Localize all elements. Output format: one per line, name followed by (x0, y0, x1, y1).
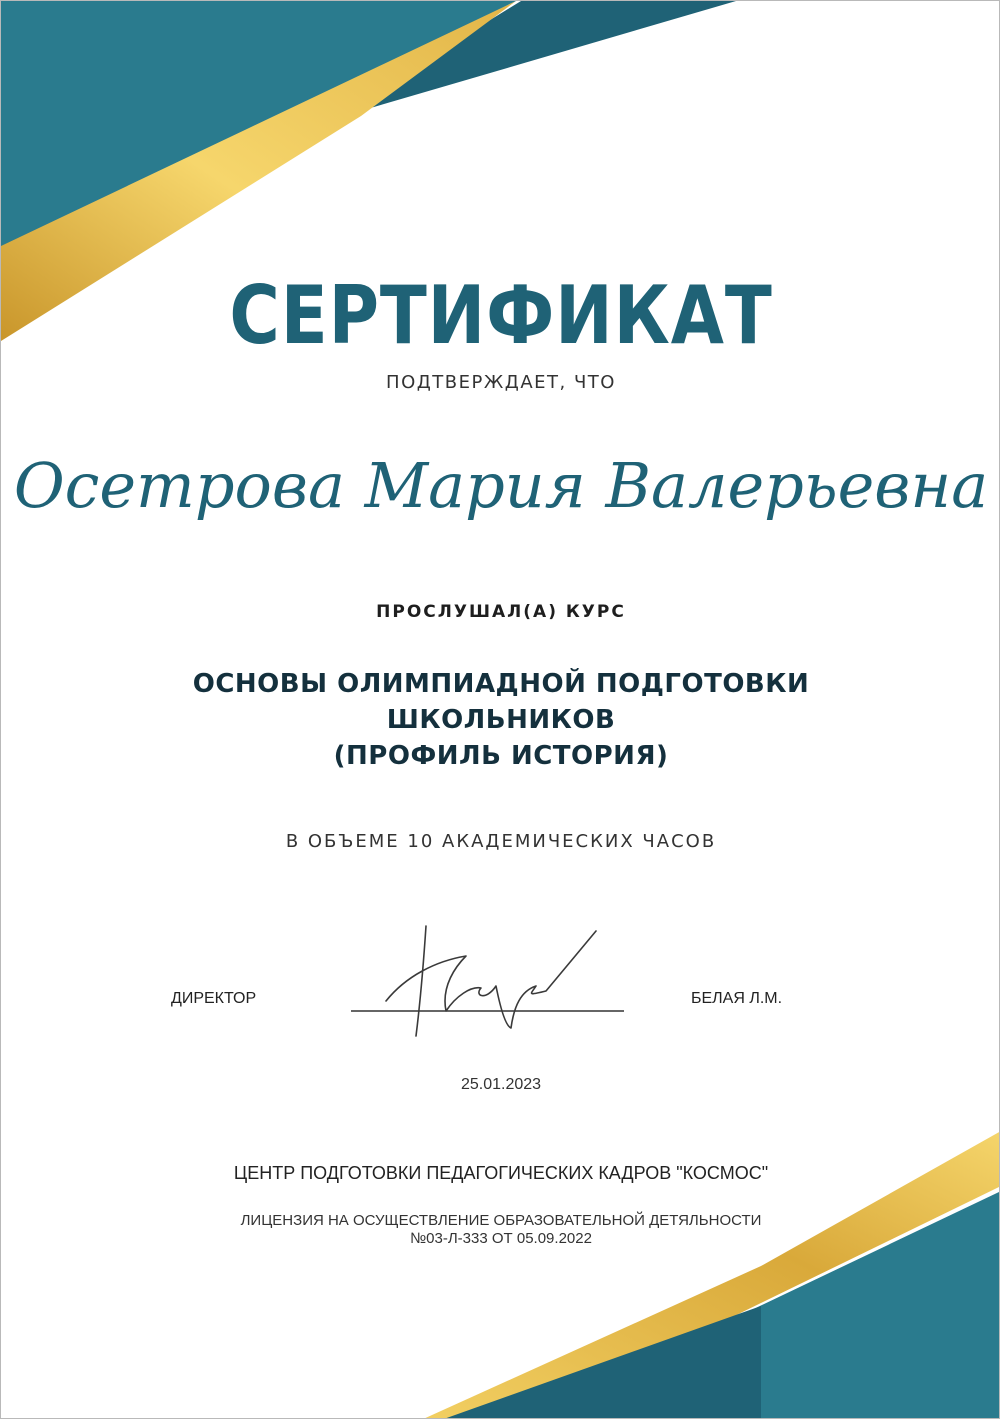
director-name: БЕЛАЯ Л.М. (691, 990, 783, 1007)
issue-date: 25.01.2023 (460, 1076, 542, 1093)
license-info (1, 1212, 1000, 1248)
certificate-title: СЕРТИФИКАТ (229, 269, 773, 362)
license-line: №03-Л-333 ОТ 05.09.2022 (410, 1230, 592, 1247)
director-label: ДИРЕКТОР (171, 990, 257, 1007)
course-title-line: (ПРОФИЛЬ ИСТОРИЯ) (333, 741, 669, 771)
signature-stroke (386, 926, 596, 1036)
course-title (1, 666, 1000, 774)
top-left-teal-triangle (1, 1, 516, 246)
course-title-line: ШКОЛЬНИКОВ (386, 705, 616, 735)
listened-course-label: ПРОСЛУШАЛ(А) КУРС (376, 602, 626, 622)
license-line: ЛИЦЕНЗИЯ НА ОСУЩЕСТВЛЕНИЕ ОБРАЗОВАТЕЛЬНОЙ ДЕТЯЛЬНОСТИ (240, 1212, 762, 1229)
hours-text: В ОБЪЕМЕ 10 АКАДЕМИЧЕСКИХ ЧАСОВ (285, 831, 717, 852)
organization-name: ЦЕНТР ПОДГОТОВКИ ПЕДАГОГИЧЕСКИХ КАДРОВ "КОСМОС" (233, 1163, 769, 1183)
course-title-line: ОСНОВЫ ОЛИМПИАДНОЙ ПОДГОТОВКИ (192, 669, 810, 699)
signature (346, 916, 646, 1046)
recipient-name: Осетрова Мария Валерьевна (13, 449, 989, 522)
confirms-text: ПОДТВЕРЖДАЕТ, ЧТО (386, 372, 616, 393)
